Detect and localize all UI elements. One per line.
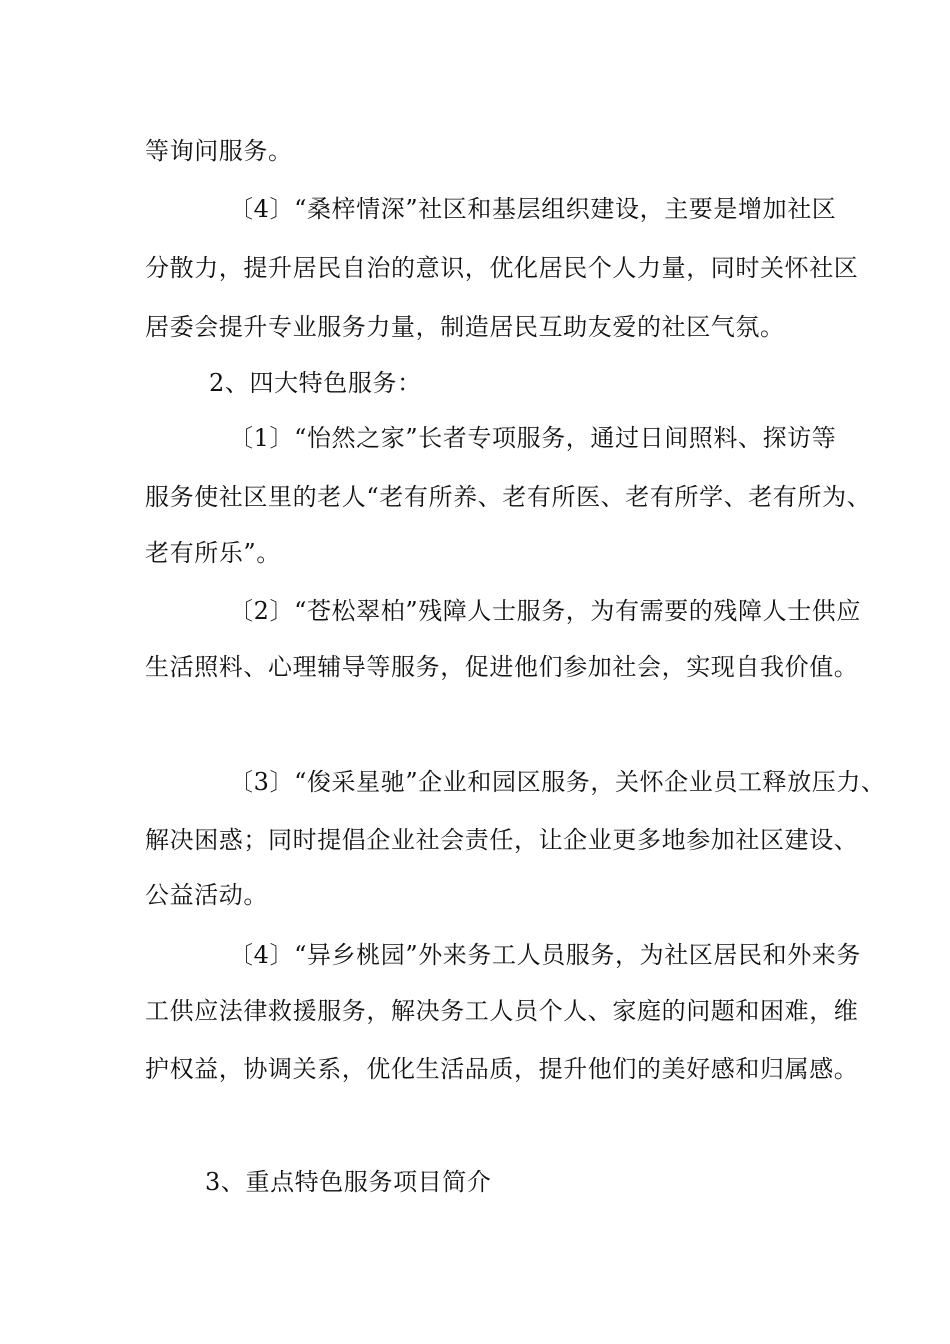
text-line: 护权益，协调关系，优化生活品质，提升他们的美好感和归属感。 bbox=[145, 1055, 859, 1083]
text-line: 工供应法律救援服务，解决务工人员个人、家庭的问题和困难，维 bbox=[145, 997, 859, 1025]
section-heading: 2、四大特色服务： bbox=[209, 369, 422, 397]
text-line: 服务使社区里的老人“老有所养、老有所医、老有所学、老有所为、 bbox=[145, 483, 872, 511]
text-line: 等询问服务。 bbox=[145, 137, 293, 165]
section-heading: 3、重点特色服务项目简介 bbox=[205, 1168, 492, 1196]
text-line: 居委会提升专业服务力量，制造居民互助友爱的社区气氛。 bbox=[145, 313, 785, 341]
text-line: 老有所乐”。 bbox=[145, 539, 281, 567]
text-line: 〔4〕“异乡桃园”外来务工人员服务，为社区居民和外来务 bbox=[229, 941, 862, 969]
text-line: 〔3〕“俊采星驰”企业和园区服务，关怀企业员工释放压力、 bbox=[229, 768, 886, 796]
text-line: 〔1〕“怡然之家”长者专项服务，通过日间照料、探访等 bbox=[229, 424, 837, 452]
text-line: 分散力，提升居民自治的意识，优化居民个人力量，同时关怀社区 bbox=[145, 254, 859, 282]
text-line: 解决困惑；同时提倡企业社会责任，让企业更多地参加社区建设、 bbox=[145, 826, 859, 854]
text-line: 〔4〕“桑梓情深”社区和基层组织建设，主要是增加社区 bbox=[229, 195, 837, 223]
text-line: 生活照料、心理辅导等服务，促进他们参加社会，实现自我价值。 bbox=[145, 653, 859, 681]
text-line: 公益活动。 bbox=[145, 881, 268, 909]
text-line: 〔2〕“苍松翠柏”残障人士服务，为有需要的残障人士供应 bbox=[229, 597, 862, 625]
